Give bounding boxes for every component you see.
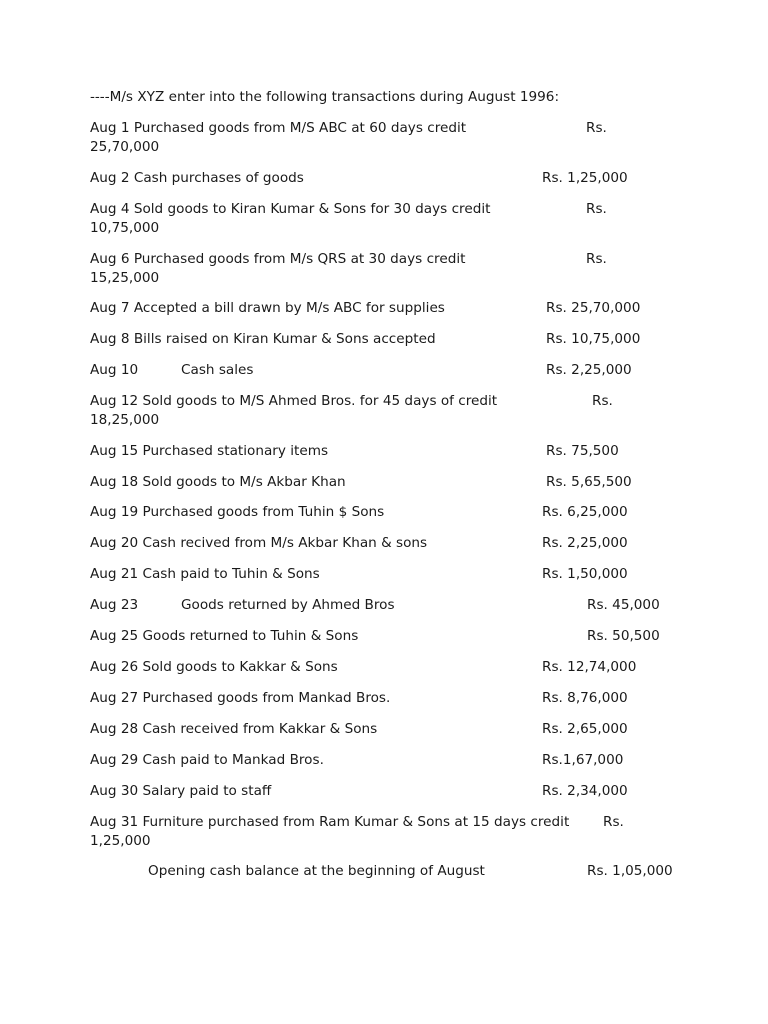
- transaction-amount: Rs.: [586, 251, 607, 267]
- transaction-amount: Rs. 25,70,000: [546, 300, 641, 316]
- transaction-amount-wrap: 18,25,000: [90, 412, 160, 428]
- transaction-amount-wrap: 25,70,000: [90, 139, 160, 155]
- transaction-amount: Rs. 50,500: [587, 628, 660, 644]
- transaction-text: Aug 4 Sold goods to Kiran Kumar & Sons for 30 days credit: [90, 201, 491, 217]
- transaction-text: Aug 25 Goods returned to Tuhin & Sons: [90, 628, 359, 644]
- transaction-amount: Rs. 6,25,000: [542, 504, 628, 520]
- transaction-amount: Rs.1,67,000: [542, 752, 624, 768]
- transaction-text: Goods returned by Ahmed Bros: [181, 597, 395, 613]
- transaction-text: Aug 29 Cash paid to Mankad Bros.: [90, 752, 324, 768]
- transaction-text: Aug 30 Salary paid to staff: [90, 783, 272, 799]
- transaction-text: Aug 15 Purchased stationary items: [90, 443, 329, 459]
- document-heading: ----M/s XYZ enter into the following transactions during August 1996:: [90, 89, 560, 105]
- transaction-amount: Rs.: [586, 120, 607, 136]
- transaction-amount: Rs. 5,65,500: [546, 474, 632, 490]
- transaction-amount: Rs.: [586, 201, 607, 217]
- transaction-amount: Rs. 2,65,000: [542, 721, 628, 737]
- transaction-text: Aug 28 Cash received from Kakkar & Sons: [90, 721, 378, 737]
- transaction-text: Aug 2 Cash purchases of goods: [90, 170, 304, 186]
- transaction-amount: Rs. 2,25,000: [542, 535, 628, 551]
- transaction-text: Aug 8 Bills raised on Kiran Kumar & Sons accepted: [90, 331, 436, 347]
- transaction-text: Aug 26 Sold goods to Kakkar & Sons: [90, 659, 338, 675]
- transaction-text: Aug 12 Sold goods to M/S Ahmed Bros. for 45 days of credit: [90, 393, 498, 409]
- transaction-amount: Rs. 1,50,000: [542, 566, 628, 582]
- transaction-text: Aug 27 Purchased goods from Mankad Bros.: [90, 690, 391, 706]
- transaction-text: Aug 6 Purchased goods from M/s QRS at 30 days credit: [90, 251, 466, 267]
- transaction-date: Aug 23: [90, 597, 139, 613]
- transaction-date: Aug 10: [90, 362, 139, 378]
- transaction-text: Aug 7 Accepted a bill drawn by M/s ABC for supplies: [90, 300, 445, 316]
- opening-balance-amount: Rs. 1,05,000: [587, 863, 673, 879]
- transaction-amount: Rs. 75,500: [546, 443, 619, 459]
- transaction-amount: Rs.: [592, 393, 613, 409]
- transaction-text: Aug 18 Sold goods to M/s Akbar Khan: [90, 474, 346, 490]
- transaction-amount-wrap: 10,75,000: [90, 220, 160, 236]
- transaction-text: Cash sales: [181, 362, 254, 378]
- transaction-text: Aug 20 Cash recived from M/s Akbar Khan & sons: [90, 535, 428, 551]
- transaction-amount: Rs. 2,25,000: [546, 362, 632, 378]
- transaction-amount: Rs. 2,34,000: [542, 783, 628, 799]
- transaction-amount-wrap: 1,25,000: [90, 833, 151, 849]
- opening-balance-label: Opening cash balance at the beginning of August: [148, 863, 485, 879]
- transaction-amount: Rs. 45,000: [587, 597, 660, 613]
- transaction-amount-wrap: 15,25,000: [90, 270, 160, 286]
- transaction-amount: Rs. 10,75,000: [546, 331, 641, 347]
- transaction-amount: Rs.: [603, 814, 624, 830]
- transaction-amount: Rs. 12,74,000: [542, 659, 637, 675]
- transaction-amount: Rs. 1,25,000: [542, 170, 628, 186]
- transaction-text: Aug 1 Purchased goods from M/S ABC at 60 days credit: [90, 120, 467, 136]
- transaction-text: Aug 31 Furniture purchased from Ram Kumar & Sons at 15 days credit: [90, 814, 570, 830]
- transaction-text: Aug 21 Cash paid to Tuhin & Sons: [90, 566, 320, 582]
- transaction-amount: Rs. 8,76,000: [542, 690, 628, 706]
- transaction-text: Aug 19 Purchased goods from Tuhin $ Sons: [90, 504, 385, 520]
